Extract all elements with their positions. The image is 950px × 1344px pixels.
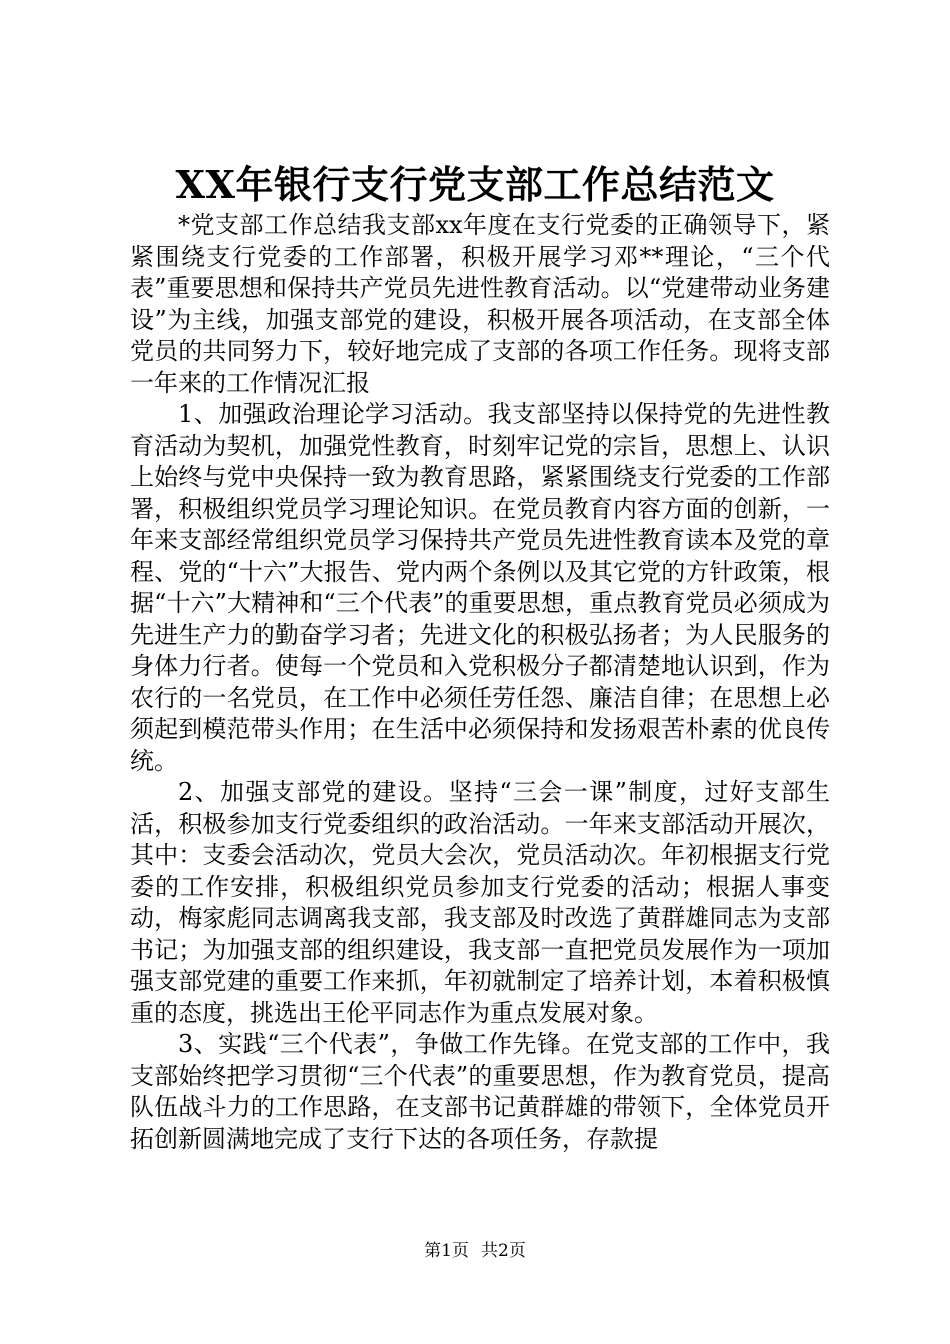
paragraph-section-3: 3、实践“三个代表”，争做工作先锋。在党支部的工作中，我支部始终把学习贯彻“三个代表”的重要思想，作为教育党员，提高队伍战斗力的工作思路，在支部书记黄群雄的带领下，全体党员开拓创新圆满地完成了支行下达的各项任务，存款提	[130, 1030, 830, 1153]
paragraph-section-2: 2、加强支部党的建设。坚持“三会一课”制度，过好支部生活，积极参加支行党委组织的政治活动。一年来支部活动开展次，其中：支委会活动次，党员大会次，党员活动次。年初根据支行党委的工作安排，积极组织党员参加支行党委的活动；根据人事变动，梅家彪同志调离我支部，我支部及时改选了黄群雄同志为支部书记；为加强支部的组织建设，我支部一直把党员发展作为一项加强支部党建的重要工作来抓，年初就制定了培养计划，本着积极慎重的态度，挑选出王伦平同志作为重点发展对象。	[130, 778, 830, 1027]
document-body	[130, 210, 830, 1155]
page-number-current: 第1页	[424, 1241, 469, 1261]
paragraph-intro: *党支部工作总结我支部xx年度在支行党委的正确领导下，紧紧围绕支行党委的工作部署，积极开展学习邓**理论，“三个代表”重要思想和保持共产党员先进性教育活动。以“党建带动业务建设”为主线，加强支部党的建设，积极开展各项活动，在支部全体党员的共同努力下，较好地完成了支部的各项工作任务。现将支部一年来的工作情况汇报	[130, 211, 830, 397]
paragraph-section-1: 1、加强政治理论学习活动。我支部坚持以保持党的先进性教育活动为契机，加强党性教育，时刻牢记党的宗旨，思想上、认识上始终与党中央保持一致为教育思路，紧紧围绕支行党委的工作部署，积极组织党员学习理论知识。在党员教育内容方面的创新，一年来支部经常组织党员学习保持共产党员先进性教育读本及党的章程、党的“十六”大报告、党内两个条例以及其它党的方针政策，根据“十六”大精神和“三个代表”的重要思想，重点教育党员必须成为先进生产力的勤奋学习者；先进文化的积极弘扬者；为人民服务的身体力行者。使每一个党员和入党积极分子都清楚地认识到，作为农行的一名党员，在工作中必须任劳任怨、廉洁自律；在思想上必须起到模范带头作用；在生活中必须保持和发扬艰苦朴素的优良传统。	[130, 400, 830, 775]
page-footer	[0, 1240, 950, 1262]
page-number-total: 共2页	[481, 1241, 526, 1261]
document-title: XX年银行支行党支部工作总结范文	[175, 162, 775, 207]
